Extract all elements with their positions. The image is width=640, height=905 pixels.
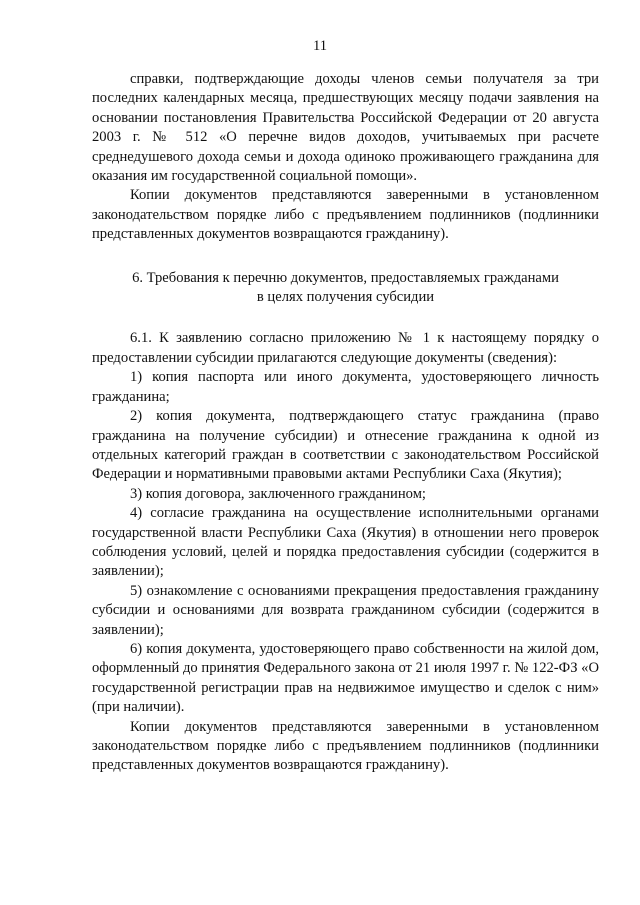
list-item-5: 5) ознакомление с основаниями прекращения предоставления гражданину субсидии и основаниями для возврата гражданином субсидии (содержится в заявлении); — [92, 582, 599, 638]
list-item-2: 2) копия документа, подтверждающего статус гражданина (право гражданина на получение субсидии) и отнесение гражданина к одной из отдельных категорий граждан в соответствии с законодательством Российской Федерации и нормативными правовыми актами Республики Саха (Якутия); — [92, 408, 599, 483]
page-number: 11 — [312, 38, 328, 54]
page-content — [92, 70, 599, 776]
paragraph-6-1: 6.1. К заявлению согласно приложению № 1 к настоящему порядку о предоставлении субсидии прилагаются следующие документы (сведения): — [92, 330, 599, 366]
section-6-title-line-1: 6. Требования к перечню документов, предоставляемых гражданами — [132, 269, 559, 286]
list-item-6: 6) копия документа, удостоверяющего право собственности на жилой дом, оформленный до принятия Федерального закона от 21 июля 1997 г. № 122-ФЗ «О государственной регистрации прав на недвижимое имущество и сделок с ним» (при наличии). — [92, 640, 599, 716]
list-item-1: 1) копия паспорта или иного документа, удостоверяющего личность гражданина; — [92, 369, 599, 405]
intro-paragraph-copies: Копии документов представляются заверенными в установленном законодательством порядке либо с предъявлением подлинников (подлинники представленных документов возвращаются гражданину). — [92, 187, 599, 243]
closing-paragraph-copies: Копии документов представляются заверенными в установленном законодательством порядке либо с предъявлением подлинников (подлинники представленных документов возвращаются гражданину). — [92, 718, 599, 774]
section-6-title — [92, 269, 599, 308]
intro-paragraph-income-certificates: справки, подтверждающие доходы членов семьи получателя за три последних календарных месяца, предшествующих месяцу подачи заявления на основании постановления Правительства Российской Федерации от 20 августа 2003 г. № 512 «О перечне видов доходов, учитываемых при расчете среднедушевого дохода семьи и дохода одиноко проживающего гражданина для оказания им государственной социальной помощи». — [92, 71, 599, 185]
list-item-3: 3) копия договора, заключенного гражданином; — [130, 485, 426, 502]
list-item-4: 4) согласие гражданина на осуществление исполнительными органами государственной власти Республики Саха (Якутия) в отношении него проверок соблюдения условий, целей и порядка предоставления субсидии (содержится в заявлении); — [92, 505, 599, 580]
section-6-title-line-2: в целях получения субсидии — [256, 289, 435, 306]
